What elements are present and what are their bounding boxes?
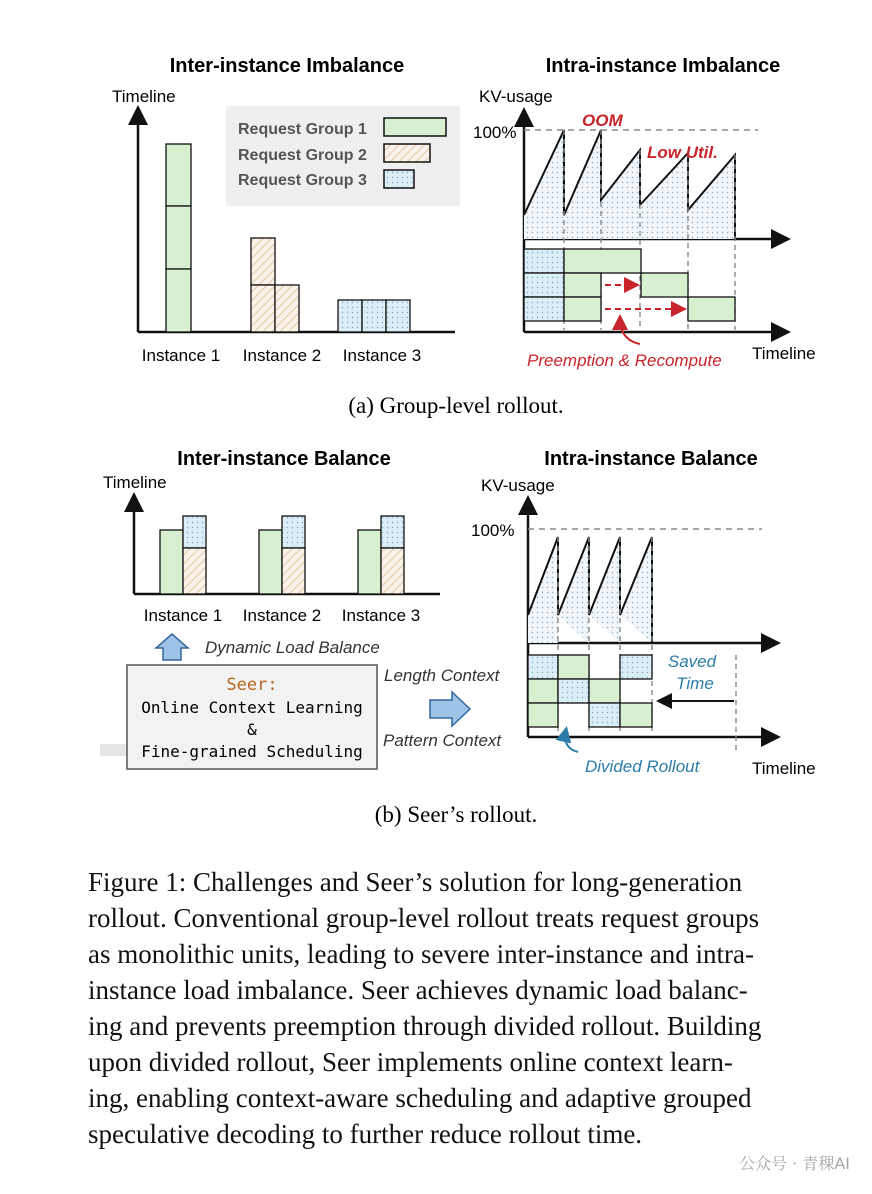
caption-line-3: as monolithic units, leading to severe inter-instance and intra- <box>88 939 755 969</box>
b-kv-block <box>558 655 589 679</box>
panel-b-100pct: 100% <box>471 521 515 540</box>
a-oom-label: OOM <box>582 111 623 130</box>
b-kv-block <box>620 655 652 679</box>
up-arrow-icon <box>156 634 188 660</box>
a-inst1-block-3 <box>166 269 191 332</box>
b-kv-block <box>589 679 620 703</box>
panel-b-right-title: Intra-instance Balance <box>544 448 758 470</box>
seer-box-line-1: Online Context Learning <box>141 698 363 717</box>
a-kv-block <box>564 249 641 273</box>
b-instance-3-label: Instance 3 <box>341 606 421 625</box>
legend-swatch-group-3 <box>384 170 414 188</box>
caption-line-2: rollout. Conventional group-level rollout treats request groups <box>88 903 760 933</box>
b-kv-block <box>528 679 558 703</box>
a-kv-block <box>524 249 564 273</box>
b-saved-label-2: Time <box>676 674 714 693</box>
legend-swatch-group-2 <box>384 144 430 162</box>
b-kv-block <box>528 703 558 727</box>
a-kv-block <box>641 273 688 297</box>
panel-a-left-title: Inter-instance Imbalance <box>169 55 405 77</box>
b-inst3-blue <box>381 516 404 548</box>
caption-line-4: instance load imbalance. Seer achieves dynamic load balanc- <box>88 975 748 1005</box>
a-kv-block <box>524 297 564 321</box>
a-inst1-block-2 <box>166 206 191 269</box>
panel-a-subcaption: (a) Group-level rollout. <box>348 393 564 418</box>
b-divided-rollout-label: Divided Rollout <box>585 757 700 776</box>
a-instance-3-label: Instance 3 <box>342 346 422 365</box>
legend-label-group-2: Request Group 2 <box>238 147 367 164</box>
panel-b-subcaption: (b) Seer’s rollout. <box>374 802 538 827</box>
a-inst3-block-3 <box>386 300 410 332</box>
caption-line-5: ing and prevents preemption through divided rollout. Building <box>88 1011 762 1041</box>
length-context-label: Length Context <box>384 666 500 685</box>
legend-swatch-group-1 <box>384 118 446 136</box>
b-kv-block <box>620 703 652 727</box>
b-kv-block <box>558 679 589 703</box>
a-kv-block <box>688 297 735 321</box>
a-inst2-block-2 <box>251 285 275 332</box>
b-inst3-hatch <box>381 548 404 594</box>
panel-b-left-ylabel: Timeline <box>103 473 167 492</box>
caption-line-7: ing, enabling context-aware scheduling and adaptive grouped <box>88 1083 752 1113</box>
b-inst1-green <box>160 530 183 594</box>
legend-label-group-1: Request Group 1 <box>238 121 367 138</box>
b-inst3-green <box>358 530 381 594</box>
b-saved-label-1: Saved <box>667 652 717 671</box>
b-instance-1-label: Instance 1 <box>143 606 223 625</box>
b-inst2-hatch <box>282 548 305 594</box>
b-kv-block <box>589 703 620 727</box>
a-inst2-block-3 <box>275 285 299 332</box>
panel-b-right-ylabel: KV-usage <box>481 476 555 495</box>
b-inst2-blue <box>282 516 305 548</box>
dynamic-load-balance-label: Dynamic Load Balance <box>205 638 380 657</box>
pattern-context-label: Pattern Context <box>383 731 502 750</box>
right-arrow-icon <box>430 692 470 726</box>
a-timeline-label: Timeline <box>752 344 816 363</box>
a-inst3-block-1 <box>338 300 362 332</box>
b-instance-2-label: Instance 2 <box>242 606 322 625</box>
b-inst2-green <box>259 530 282 594</box>
seer-box-title: Seer: <box>226 675 278 695</box>
a-inst2-block-1 <box>251 238 275 285</box>
a-kv-block <box>564 297 601 321</box>
a-instance-2-label: Instance 2 <box>242 346 322 365</box>
a-inst1-block-1 <box>166 144 191 206</box>
legend-label-group-3: Request Group 3 <box>238 172 367 189</box>
a-low-util-label: Low Util. <box>647 143 718 162</box>
panel-b-left-title: Inter-instance Balance <box>177 448 391 470</box>
b-kv-block <box>528 655 558 679</box>
panel-a-right-ylabel: KV-usage <box>479 87 553 106</box>
caption-line-6: upon divided rollout, Seer implements online context learn- <box>88 1047 733 1077</box>
a-instance-1-label: Instance 1 <box>141 346 221 365</box>
watermark: 公众号 · 青稞AI <box>739 1154 850 1173</box>
b-inst1-hatch <box>183 548 206 594</box>
a-inst3-block-2 <box>362 300 386 332</box>
b-timeline-label: Timeline <box>752 759 816 778</box>
panel-a-left-ylabel: Timeline <box>112 87 176 106</box>
panel-a-right-title: Intra-instance Imbalance <box>545 55 781 77</box>
b-divided-curve-arrow <box>565 730 578 752</box>
seer-box-line-2: Fine-grained Scheduling <box>141 742 363 761</box>
a-kv-block <box>564 273 601 297</box>
a-kv-block <box>524 273 564 297</box>
b-inst1-blue <box>183 516 206 548</box>
caption-line-1: Figure 1: Challenges and Seer’s solution for long-generation <box>88 867 743 897</box>
panel-a-100pct: 100% <box>473 123 517 142</box>
caption-line-8: speculative decoding to further reduce rollout time. <box>88 1119 643 1149</box>
a-preemption-label: Preemption & Recompute <box>527 351 722 370</box>
seer-box-amp: & <box>247 720 257 739</box>
